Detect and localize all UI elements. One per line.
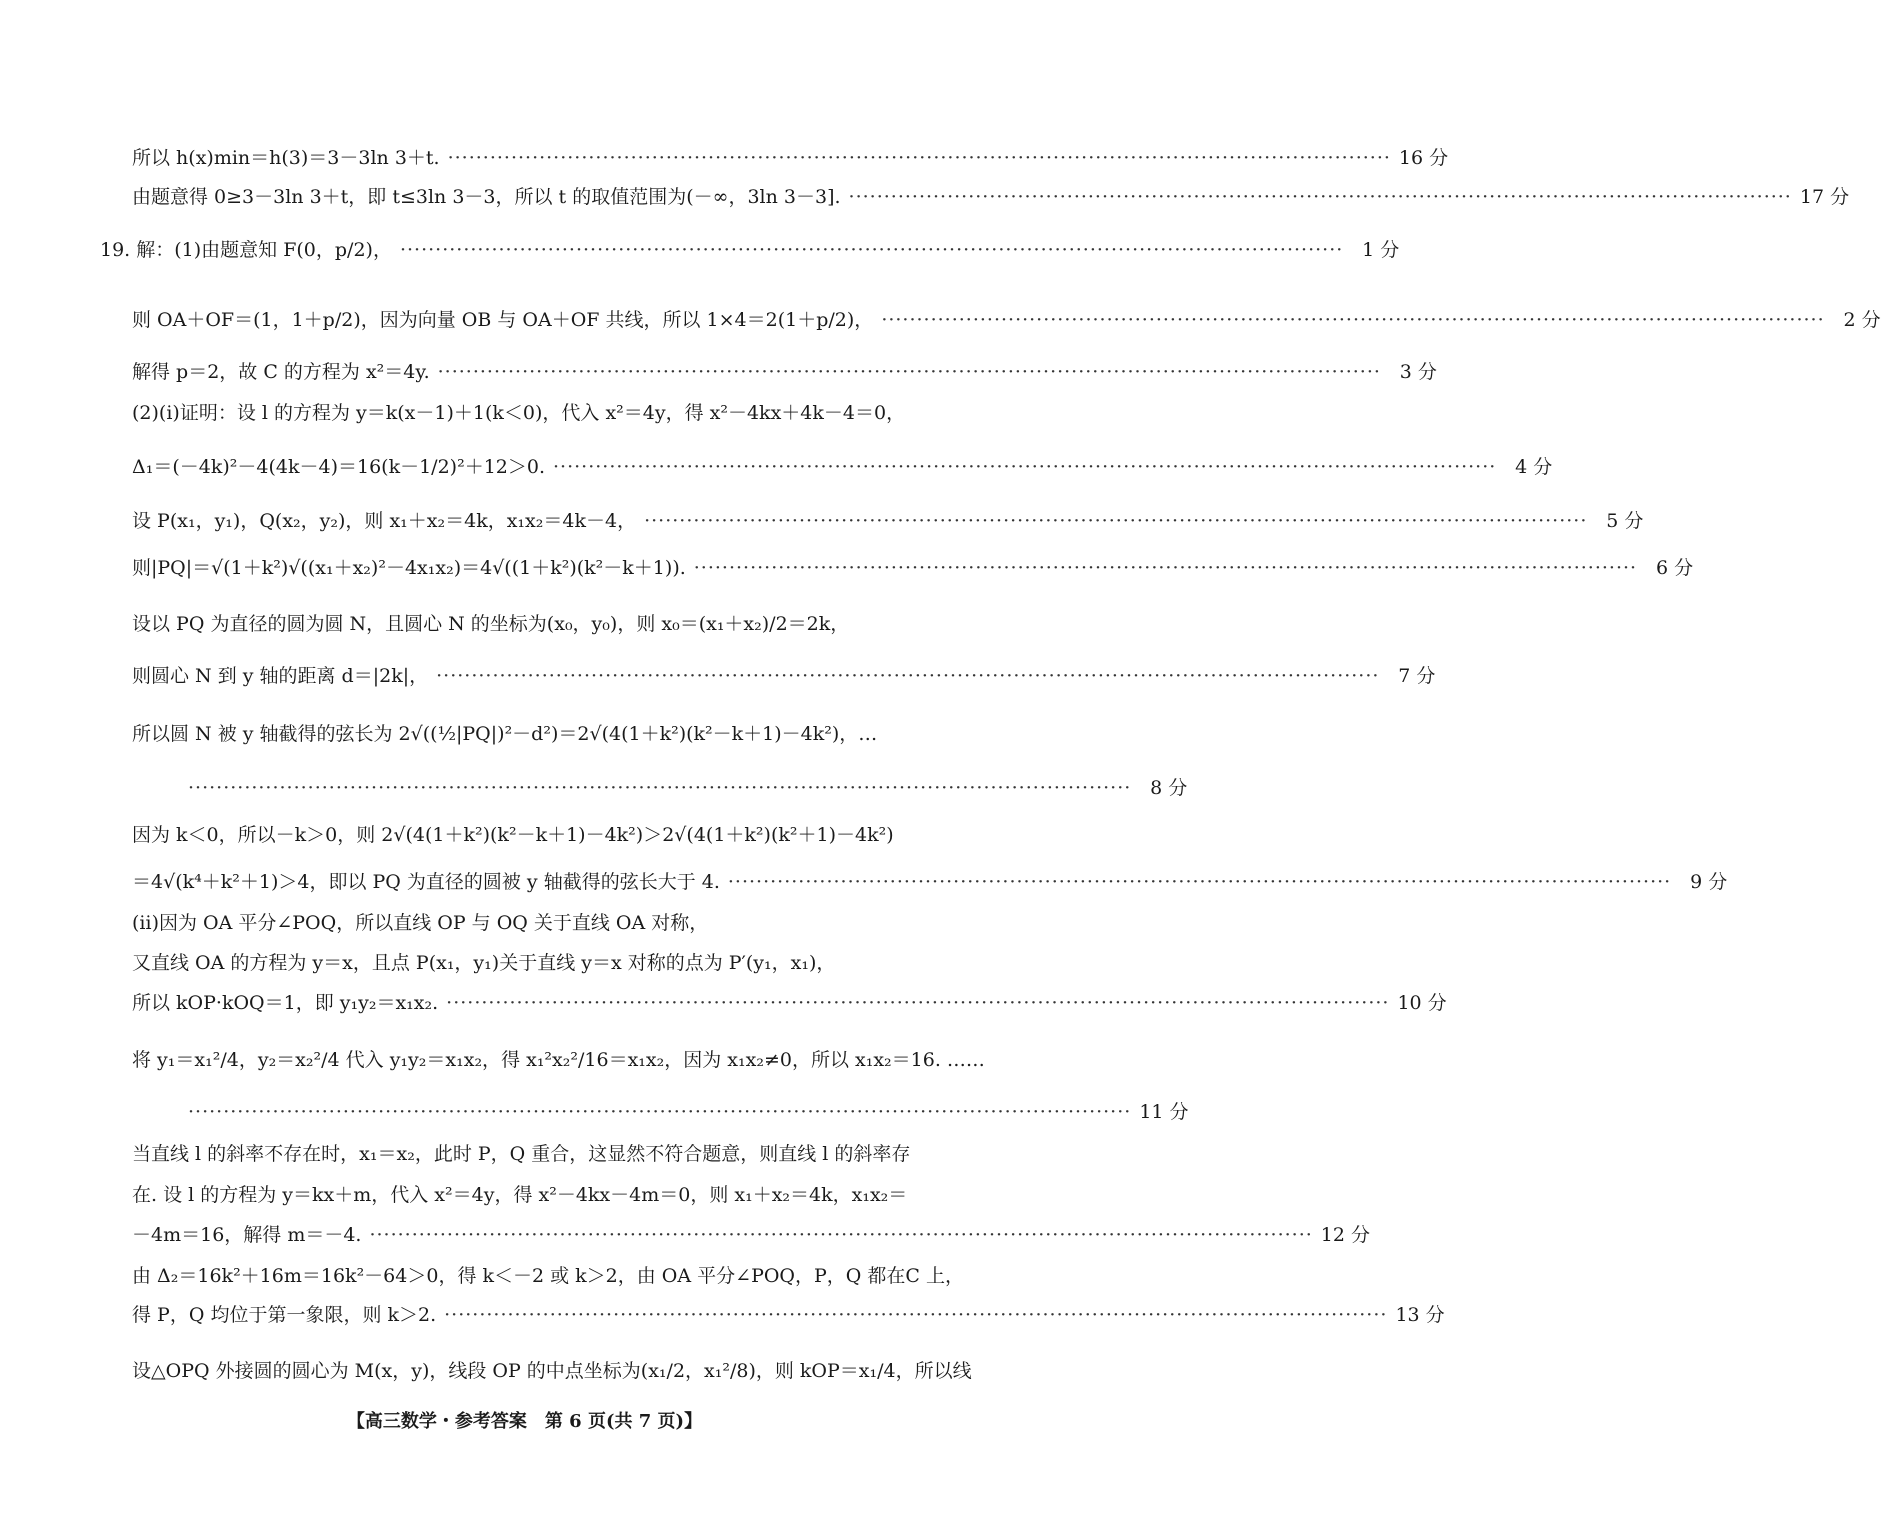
score-mark: 2 分: [1843, 309, 1881, 331]
line-text: 由 Δ₂＝16k²＋16m＝16k²－64＞0，得 k＜－2 或 k＞2，由 OA 平分∠POQ，P，Q 都在C 上，: [132, 1265, 964, 1287]
solution-line: [132, 1356, 972, 1383]
line-text: 当直线 l 的斜率不存在时，x₁＝x₂，此时 P，Q 重合，这显然不符合题意，则直线 l 的斜率存: [132, 1143, 911, 1165]
score-mark: 16 分: [1398, 147, 1449, 169]
line-text: 设△OPQ 外接圆的圆心为 M(x，y)，线段 OP 的中点坐标为(x₁/2，x₁²/8)，则 kOP＝x₁/4，所以线: [132, 1360, 972, 1382]
score-mark: 7 分: [1398, 665, 1436, 687]
leader-dots: [369, 1224, 1312, 1246]
line-text: 因为 k＜0，所以－k＞0，则 2√(4(1＋k²)(k²－k＋1)－4k²)＞2√(4(1＋k²)(k²＋1)－4k²): [132, 824, 894, 846]
leader-dots: [446, 992, 1389, 1014]
score-mark: 8 分: [1150, 777, 1188, 799]
score-mark: 6 分: [1655, 557, 1694, 579]
solution-line: [132, 820, 949, 847]
score-mark: 12 分: [1320, 1224, 1370, 1246]
leader-dots: [881, 309, 1824, 331]
leader-dots: [444, 1304, 1387, 1326]
leader-dots: [400, 239, 1343, 261]
line-text: 得 P，Q 均位于第一象限，则 k＞2.: [132, 1304, 437, 1326]
leader-dots: [188, 1101, 1131, 1123]
solution-line: [132, 948, 949, 975]
line-text: 设以 PQ 为直径的圆为圆 N，且圆心 N 的坐标为(x₀，y₀)，则 x₀＝(x₁＋x₂)/2＝2k，: [132, 613, 850, 635]
leader-dots: [694, 557, 1637, 579]
score-mark: 1 分: [1362, 239, 1400, 261]
line-text: (2)(ⅰ)证明：设 l 的方程为 y＝k(x－1)＋1(k＜0)，代入 x²＝4y，得 x²－4kx＋4k－4＝0，: [132, 402, 906, 424]
score-mark: 9 分: [1690, 871, 1728, 893]
score-mark: 11 分: [1139, 1101, 1189, 1123]
solution-line: [132, 1139, 949, 1166]
leader-dots: [644, 510, 1587, 532]
leader-dots: [728, 871, 1671, 893]
line-text: 所以 h(x)min＝h(3)＝3－3ln 3＋t.: [132, 147, 440, 169]
solution-line: [132, 143, 1449, 170]
page-footer: 【高三数学・参考答案 第 6 页(共 7 页)】: [346, 1411, 703, 1432]
score-mark: 5 分: [1606, 510, 1644, 532]
line-text: 解得 p＝2，故 C 的方程为 x²＝4y.: [132, 361, 430, 383]
line-text: 所以 kOP·kOQ＝1，即 y₁y₂＝x₁x₂.: [132, 992, 439, 1014]
solution-line: [132, 1180, 949, 1207]
line-text: 则圆心 N 到 y 轴的距离 d＝|2k|，: [132, 665, 429, 687]
solution-line: [132, 1300, 1445, 1327]
leader-dots: [438, 361, 1381, 383]
line-text: 则 OA＋OF＝(1，1＋p/2)，因为向量 OB 与 OA＋OF 共线，所以 1×4＝2(1＋p/2)，: [132, 309, 874, 331]
solution-line: [132, 506, 1644, 533]
score-mark: 10 分: [1397, 992, 1447, 1014]
line-text: 在. 设 l 的方程为 y＝kx＋m，代入 x²＝4y，得 x²－4kx－4m＝0，则 x₁＋x₂＝4k，x₁x₂＝: [132, 1184, 908, 1206]
line-text: 则|PQ|＝√(1＋k²)√((x₁＋x₂)²－4x₁x₂)＝4√((1＋k²)(k²－k＋1)).: [132, 557, 686, 579]
score-mark: 13 分: [1395, 1304, 1445, 1326]
solution-line: [132, 988, 1447, 1015]
solution-line: [132, 719, 949, 746]
solution-line: [132, 398, 949, 425]
solution-line: [132, 553, 1694, 580]
score-mark: 17 分: [1799, 186, 1850, 208]
solution-line: [180, 773, 1188, 800]
line-text: 设 P(x₁，y₁)，Q(x₂，y₂)，则 x₁＋x₂＝4k，x₁x₂＝4k－4，: [132, 510, 637, 532]
line-text: Δ₁＝(－4k)²－4(4k－4)＝16(k－1/2)²＋12＞0.: [132, 456, 545, 478]
score-mark: 3 分: [1399, 361, 1437, 383]
line-text: 将 y₁＝x₁²/4，y₂＝x₂²/4 代入 y₁y₂＝x₁x₂，得 x₁²x₂²/16＝x₁x₂，因为 x₁x₂≠0，所以 x₁x₂＝16. ……: [132, 1049, 985, 1071]
solution-line: [132, 452, 1553, 479]
solution-line: [132, 1045, 985, 1072]
leader-dots: [436, 665, 1379, 687]
score-mark: 4 分: [1515, 456, 1553, 478]
line-text: (ⅱ)因为 OA 平分∠POQ，所以直线 OP 与 OQ 关于直线 OA 对称，: [132, 912, 709, 934]
solution-line: [132, 182, 1850, 209]
solution-line: [132, 1220, 1370, 1247]
solution-line: [132, 661, 1436, 688]
solution-line: [132, 908, 949, 935]
line-text: ＝4√(k⁴＋k²＋1)＞4，即以 PQ 为直径的圆被 y 轴截得的弦长大于 4.: [132, 871, 720, 893]
leader-dots: [849, 186, 1792, 208]
solution-line: [132, 867, 1728, 894]
solution-line: [132, 357, 1437, 384]
line-text: 19. 解：(1)由题意知 F(0，p/2)，: [100, 239, 392, 261]
leader-dots: [553, 456, 1496, 478]
solution-line: [132, 305, 1881, 332]
leader-dots: [448, 147, 1391, 169]
solution-line: [100, 235, 1400, 262]
line-text: 由题意得 0≥3－3ln 3＋t，即 t≤3ln 3－3，所以 t 的取值范围为(－∞，3ln 3－3].: [132, 186, 841, 208]
line-text: －4m＝16，解得 m＝－4.: [132, 1224, 362, 1246]
leader-dots: [188, 777, 1131, 799]
solution-line: [180, 1097, 1189, 1124]
solution-line: [132, 609, 949, 636]
solution-line: [132, 1261, 964, 1288]
line-text: 所以圆 N 被 y 轴截得的弦长为 2√((½|PQ|)²－d²)＝2√(4(1＋k²)(k²－k＋1)－4k²)，…: [132, 723, 878, 745]
line-text: 又直线 OA 的方程为 y＝x，且点 P(x₁，y₁)关于直线 y＝x 对称的点为 P′(y₁，x₁)，: [132, 952, 836, 974]
